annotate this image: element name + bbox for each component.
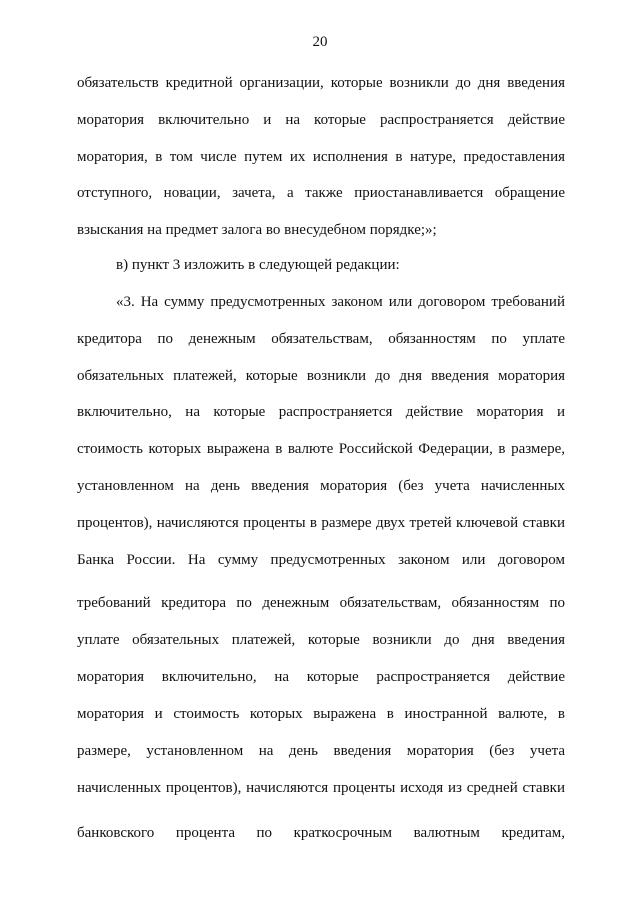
- text-line: обязательных платежей, которые возникли до дня введения моратория: [77, 368, 565, 384]
- text-line: установленном на день введения моратория (без учета начисленных: [77, 478, 565, 494]
- text-line: отступного, новации, зачета, а также приостанавливается обращение: [77, 185, 565, 201]
- text-line: банковского процента по краткосрочным валютным кредитам,: [77, 825, 565, 841]
- text-line: начисленных процентов), начисляются проценты исходя из средней ставки: [77, 780, 565, 796]
- text-line: моратория включительно, на которые распространяется действие: [77, 669, 565, 685]
- text-line: моратория включительно и на которые распространяется действие: [77, 112, 565, 128]
- text-line: взыскания на предмет залога во внесудебном порядке;»;: [77, 222, 437, 238]
- text-line: процентов), начисляются проценты в размере двух третей ключевой ставки: [77, 515, 565, 531]
- text-line: моратория и стоимость которых выражена в иностранной валюте, в: [77, 706, 565, 722]
- text-line: включительно, на которые распространяется действие моратория и: [77, 404, 565, 420]
- text-line: требований кредитора по денежным обязательствам, обязанностям по: [77, 595, 565, 611]
- text-line: обязательств кредитной организации, которые возникли до дня введения: [77, 75, 565, 91]
- text-line: стоимость которых выражена в валюте Российской Федерации, в размере,: [77, 441, 565, 457]
- text-line: размере, установленном на день введения моратория (без учета: [77, 743, 565, 759]
- text-line: Банка России. На сумму предусмотренных законом или договором: [77, 552, 565, 568]
- text-line: моратория, в том числе путем их исполнения в натуре, предоставления: [77, 149, 565, 165]
- text-line: уплате обязательных платежей, которые возникли до дня введения: [77, 632, 565, 648]
- page-number: 20: [312, 34, 328, 50]
- text-line: кредитора по денежным обязательствам, обязанностям по уплате: [77, 331, 565, 347]
- text-line: в) пункт 3 изложить в следующей редакции:: [116, 257, 400, 273]
- text-line: «3. На сумму предусмотренных законом или договором требований: [116, 294, 565, 310]
